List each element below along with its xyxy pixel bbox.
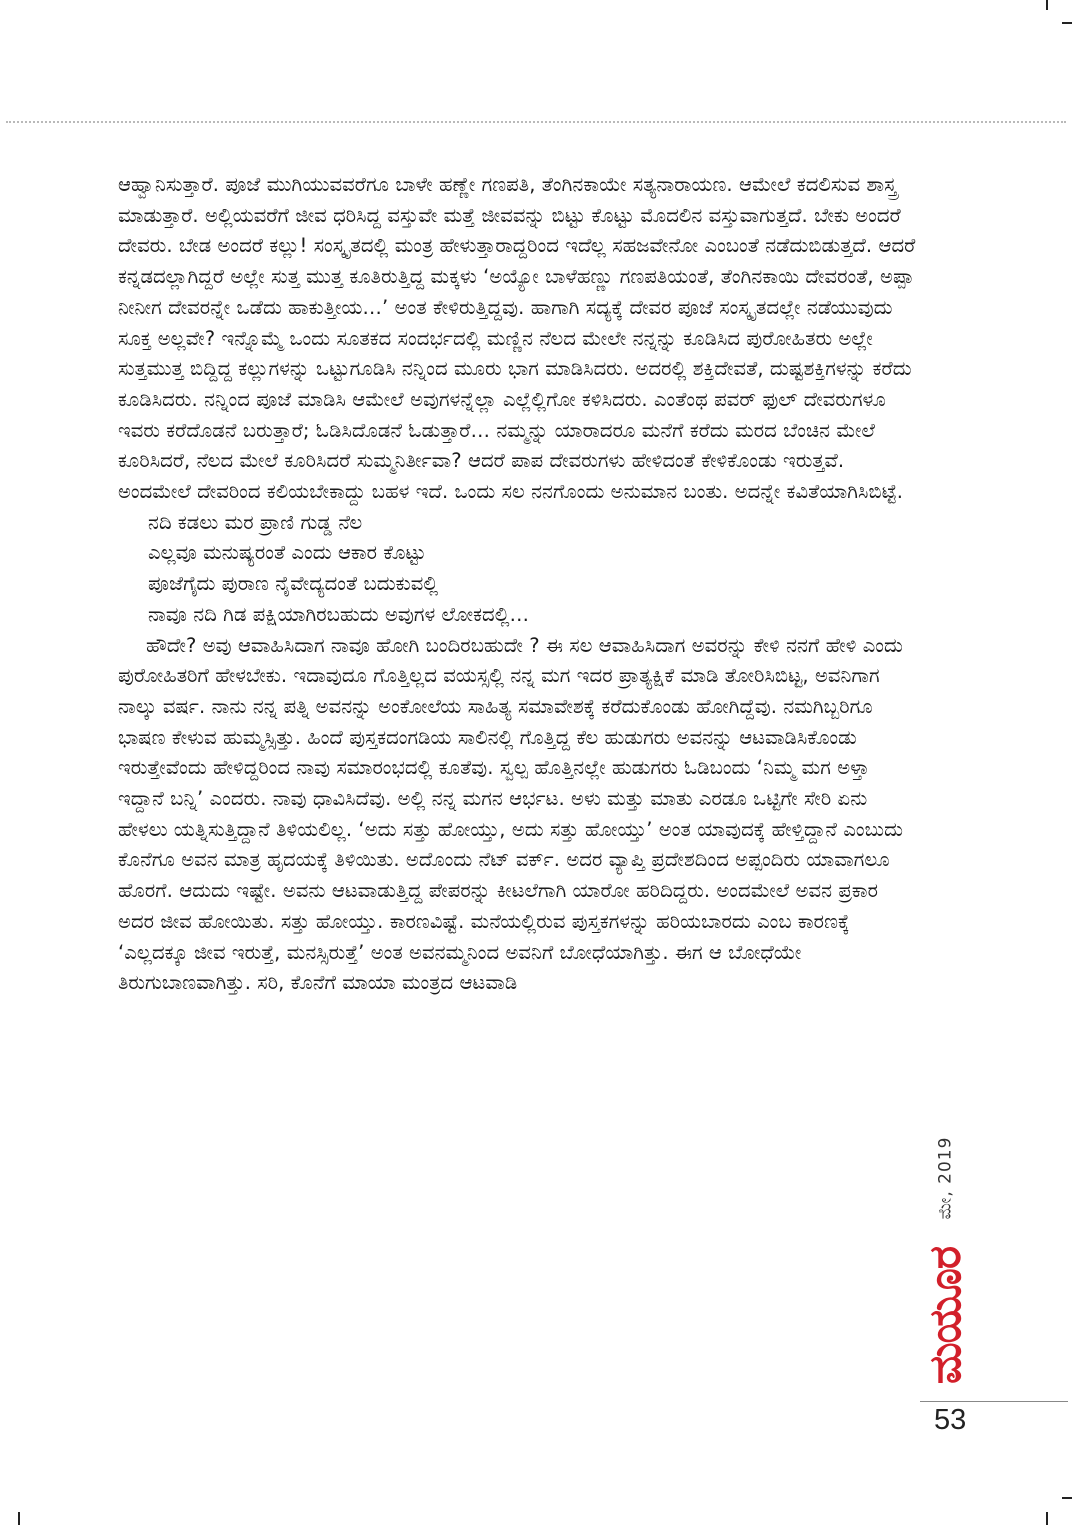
issue-date-text: ಮೇ, 2019 xyxy=(935,1136,956,1220)
poem xyxy=(118,508,918,631)
crop-mark xyxy=(1062,1497,1072,1499)
article-paragraph: ಆಹ್ವಾನಿಸುತ್ತಾರೆ. ಪೂಜೆ ಮುಗಿಯುವವರೆಗೂ ಬಾಳೇ ಹಣ್ಣೇ ಗಣಪತಿ, ತೆಂಗಿನಕಾಯೇ ಸತ್ಯನಾರಾಯಣ. ಆಮೇಲೆ ಕದಲಿಸುವ ಶಾಸ್ತ್ರ ಮಾಡುತ್ತಾರೆ. ಅಲ್ಲಿಯವರೆಗೆ ಜೀವ ಧರಿಸಿದ್ದ ವಸ್ತುವೇ ಮತ್ತೆ ಜೀವವನ್ನು ಬಿಟ್ಟು ಕೊಟ್ಟು ಮೊದಲಿನ ವಸ್ತುವಾಗುತ್ತದೆ. ಬೇಕು ಅಂದರೆ ದೇವರು. ಬೇಡ ಅಂದರೆ ಕಲ್ಲು! ಸಂಸ್ಕೃತದಲ್ಲಿ ಮಂತ್ರ ಹೇಳುತ್ತಾರಾದ್ದರಿಂದ ಇದೆಲ್ಲ ಸಹಜವೇನೋ ಎಂಬಂತೆ ನಡೆದುಬಿಡುತ್ತದೆ. ಆದರೆ ಕನ್ನಡದಲ್ಲಾಗಿದ್ದರೆ ಅಲ್ಲೇ ಸುತ್ತ ಮುತ್ತ ಕೂತಿರುತ್ತಿದ್ದ ಮಕ್ಕಳು ‘ಅಯ್ಯೋ ಬಾಳೆಹಣ್ಣು ಗಣಪತಿಯಂತೆ, ತೆಂಗಿನಕಾಯಿ ದೇವರಂತೆ, ಅಪ್ಪಾ ನೀನೀಗ ದೇವರನ್ನೇ ಒಡೆದು ಹಾಕುತ್ತೀಯ…’ ಅಂತ ಕೇಳಿರುತ್ತಿದ್ದವು. ಹಾಗಾಗಿ ಸದ್ಯಕ್ಕೆ ದೇವರ ಪೂಜೆ ಸಂಸ್ಕೃತದಲ್ಲೇ ನಡೆಯುವುದು ಸೂಕ್ತ ಅಲ್ಲವೇ? ಇನ್ನೊಮ್ಮೆ ಒಂದು ಸೂತಕದ ಸಂದರ್ಭದಲ್ಲಿ ಮಣ್ಣಿನ ನೆಲದ ಮೇಲೇ ನನ್ನನ್ನು ಕೂಡಿಸಿದ ಪುರೋಹಿತರು ಅಲ್ಲೇ ಸುತ್ತಮುತ್ತ ಬಿದ್ದಿದ್ದ ಕಲ್ಲುಗಳನ್ನು ಒಟ್ಟುಗೂಡಿಸಿ ನನ್ನಿಂದ ಮೂರು ಭಾಗ ಮಾಡಿಸಿದರು. ಅದರಲ್ಲಿ ಶಕ್ತಿದೇವತೆ, ದುಷ್ಟಶಕ್ತಿಗಳನ್ನು ಕರೆದು ಕೂಡಿಸಿದರು. ನನ್ನಿಂದ ಪೂಜೆ ಮಾಡಿಸಿ ಆಮೇಲೆ ಅವುಗಳನ್ನೆಲ್ಲಾ ಎಲ್ಲೆಲ್ಲಿಗೋ ಕಳಿಸಿದರು. ಎಂತೆಂಥ ಪವರ್ ಫುಲ್ ದೇವರುಗಳೂ ಇವರು ಕರೆದೊಡನೆ ಬರುತ್ತಾರೆ; ಓಡಿಸಿದೊಡನೆ ಓಡುತ್ತಾರೆ… ನಮ್ಮನ್ನು ಯಾರಾದರೂ ಮನೆಗೆ ಕರೆದು ಮರದ ಬೆಂಚಿನ ಮೇಲೆ ಕೂರಿಸಿದರೆ, ನೆಲದ ಮೇಲೆ ಕೂರಿಸಿದರೆ ಸುಮ್ಮನಿರ್ತೀವಾ? ಆದರೆ ಪಾಪ ದೇವರುಗಳು ಹೇಳಿದಂತೆ ಕೇಳಿಕೊಂಡು ಇರುತ್ತವೆ. ಅಂದಮೇಲೆ ದೇವರಿಂದ ಕಲಿಯಬೇಕಾದ್ದು ಬಹಳ ಇದೆ. ಒಂದು ಸಲ ನನಗೊಂದು ಅನುಮಾನ ಬಂತು. ಅದನ್ನೇ ಕವಿತೆಯಾಗಿಸಿಬಿಟ್ಟೆ. xyxy=(118,173,916,504)
crop-mark xyxy=(1062,22,1072,24)
magazine-logo xyxy=(912,1245,980,1385)
magazine-logo-text: ಮಯೂರ xyxy=(920,1246,972,1384)
poem-line: ಪೂಜೆಗೈದು ಪುರಾಣ ನೈವೇದ್ಯದಂತೆ ಬದುಕುವಲ್ಲಿ xyxy=(148,572,439,596)
issue-date xyxy=(930,1128,960,1228)
crop-mark xyxy=(1046,1512,1048,1525)
article-body xyxy=(118,170,918,999)
poem-line: ನದಿ ಕಡಲು ಮರ ಪ್ರಾಣಿ ಗುಡ್ಡ ನೆಲ xyxy=(148,510,363,534)
crop-mark xyxy=(1046,0,1048,10)
footer-rule xyxy=(920,1401,1068,1402)
poem-line: ಎಲ್ಲವೂ ಮನುಷ್ಯರಂತೆ ಎಂದು ಆಕಾರ ಕೊಟ್ಟು xyxy=(148,541,426,565)
poem-line: ನಾವೂ ನದಿ ಗಿಡ ಪಕ್ಷಿಯಾಗಿರಬಹುದು ಅವುಗಳ ಲೋಕದಲ್ಲಿ… xyxy=(148,602,530,626)
page-number: 53 xyxy=(934,1404,967,1436)
article-paragraph: ಹೌದೇ? ಅವು ಆವಾಹಿಸಿದಾಗ ನಾವೂ ಹೋಗಿ ಬಂದಿರಬಹುದೇ ? ಈ ಸಲ ಆವಾಹಿಸಿದಾಗ ಅವರನ್ನು ಕೇಳಿ ನನಗೆ ಹೇಳಿ ಎಂದು ಪುರೋಹಿತರಿಗೆ ಹೇಳಬೇಕು. ಇದಾವುದೂ ಗೊತ್ತಿಲ್ಲದ ವಯಸ್ಸಲ್ಲಿ ನನ್ನ ಮಗ ಇದರ ಪ್ರಾತ್ಯಕ್ಷಿಕೆ ಮಾಡಿ ತೋರಿಸಿಬಿಟ್ಟ, ಅವನಿಗಾಗ ನಾಲ್ಕು ವರ್ಷ. ನಾನು ನನ್ನ ಪತ್ನಿ ಅವನನ್ನು ಅಂಕೋಲೆಯ ಸಾಹಿತ್ಯ ಸಮಾವೇಶಕ್ಕೆ ಕರೆದುಕೊಂಡು ಹೋಗಿದ್ದೆವು. ನಮಗಿಬ್ಬರಿಗೂ ಭಾಷಣ ಕೇಳುವ ಹುಮ್ಮಸ್ಸಿತ್ತು. ಹಿಂದೆ ಪುಸ್ತಕದಂಗಡಿಯ ಸಾಲಿನಲ್ಲಿ ಗೊತ್ತಿದ್ದ ಕೆಲ ಹುಡುಗರು ಅವನನ್ನು ಆಟವಾಡಿಸಿಕೊಂಡು ಇರುತ್ತೇವೆಂದು ಹೇಳಿದ್ದರಿಂದ ನಾವು ಸಮಾರಂಭದಲ್ಲಿ ಕೂತೆವು. ಸ್ವಲ್ಪ ಹೊತ್ತಿನಲ್ಲೇ ಹುಡುಗರು ಓಡಿಬಂದು ‘ನಿಮ್ಮ ಮಗ ಅಳ್ತಾ ಇದ್ದಾನೆ ಬನ್ನಿ’ ಎಂದರು. ನಾವು ಧಾವಿಸಿದೆವು. ಅಲ್ಲಿ ನನ್ನ ಮಗನ ಆರ್ಭಟ. ಅಳು ಮತ್ತು ಮಾತು ಎರಡೂ ಒಟ್ಟಿಗೇ ಸೇರಿ ಏನು ಹೇಳಲು ಯತ್ನಿಸುತ್ತಿದ್ದಾನೆ ತಿಳಿಯಲಿಲ್ಲ. ‘ಅದು ಸತ್ತು ಹೋಯ್ತು, ಅದು ಸತ್ತು ಹೋಯ್ತು’ ಅಂತ ಯಾವುದಕ್ಕೆ ಹೇಳ್ತಿದ್ದಾನೆ ಎಂಬುದು ಕೊನೆಗೂ ಅವನ ಮಾತ್ರ ಹೃದಯಕ್ಕೆ ತಿಳಿಯಿತು. ಅದೊಂದು ನೆಟ್ ವರ್ಕ್. ಅದರ ವ್ಯಾಪ್ತಿ ಪ್ರದೇಶದಿಂದ ಅಪ್ಪಂದಿರು ಯಾವಾಗಲೂ ಹೊರಗೆ. ಆದುದು ಇಷ್ಟೇ. ಅವನು ಆಟವಾಡುತ್ತಿದ್ದ ಪೇಪರನ್ನು ಕೀಟಲೆಗಾಗಿ ಯಾರೋ ಹರಿದಿದ್ದರು. ಅಂದಮೇಲೆ ಅವನ ಪ್ರಕಾರ ಅದರ ಜೀವ ಹೋಯಿತು. ಸತ್ತು ಹೋಯ್ತು. ಕಾರಣವಿಷ್ಟೆ. ಮನೆಯಲ್ಲಿರುವ ಪುಸ್ತಕಗಳನ್ನು ಹರಿಯಬಾರದು ಎಂಬ ಕಾರಣಕ್ಕೆ ‘ಎಲ್ಲದಕ್ಕೂ ಜೀವ ಇರುತ್ತೆ, ಮನಸ್ಸಿರುತ್ತೆ’ ಅಂತ ಅವನಮ್ಮನಿಂದ ಅವನಿಗೆ ಬೋಧೆಯಾಗಿತ್ತು. ಈಗ ಆ ಬೋಧೆಯೇ ತಿರುಗುಬಾಣವಾಗಿತ್ತು. ಸರಿ, ಕೊನೆಗೆ ಮಾಯಾ ಮಂತ್ರದ ಆಟವಾಡಿ xyxy=(118,633,904,995)
crop-mark xyxy=(18,1512,20,1525)
header-dotted-rule xyxy=(6,121,1066,123)
